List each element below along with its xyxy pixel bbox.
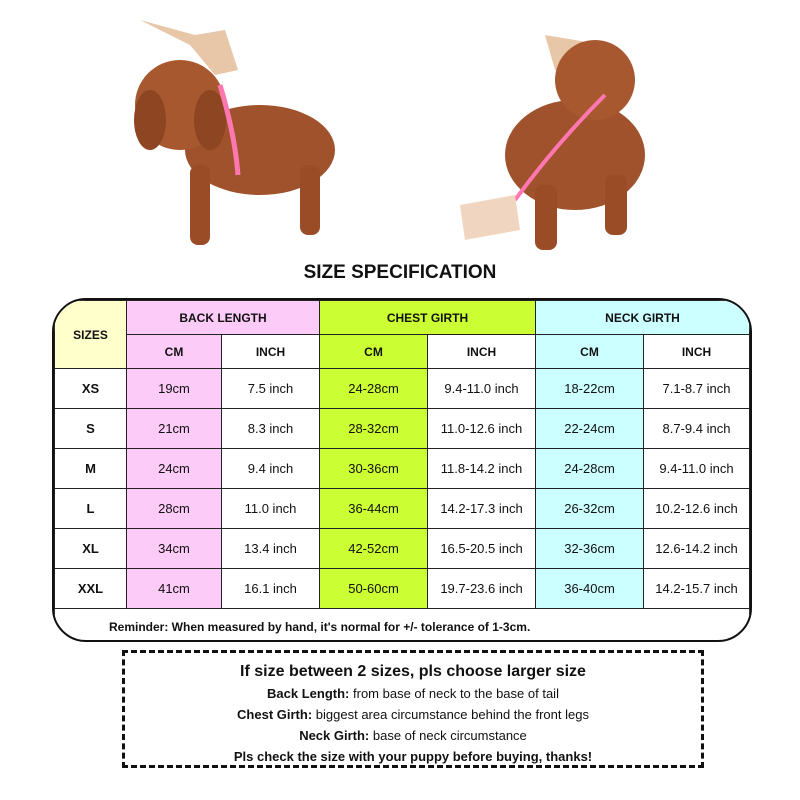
table-cell: 14.2-17.3 inch — [428, 489, 536, 529]
table-cell: 13.4 inch — [222, 529, 320, 569]
table-cell: 7.1-8.7 inch — [644, 369, 750, 409]
table-row — [55, 489, 750, 529]
unit-header: INCH — [644, 335, 750, 369]
table-cell: 24-28cm — [536, 449, 644, 489]
note-heading: If size between 2 sizes, pls choose larger size — [240, 663, 586, 680]
table-cell: 10.2-12.6 inch — [644, 489, 750, 529]
sizing-note-box — [122, 650, 704, 768]
page-title: SIZE SPECIFICATION — [303, 262, 497, 283]
table-cell: 24cm — [127, 449, 222, 489]
table-cell: 11.0 inch — [222, 489, 320, 529]
back-length-header: BACK LENGTH — [127, 301, 320, 335]
note-text: biggest area circumstance behind the front legs — [312, 707, 589, 722]
note-label: Back Length: — [267, 686, 350, 701]
size-label: L — [55, 489, 127, 529]
table-cell: 19.7-23.6 inch — [428, 569, 536, 609]
unit-header: INCH — [222, 335, 320, 369]
table-cell: 11.8-14.2 inch — [428, 449, 536, 489]
sizes-header: SIZES — [55, 301, 127, 369]
reminder-text: Reminder: When measured by hand, it's normal for +/- tolerance of 1-3cm. — [55, 609, 750, 643]
table-cell: 19cm — [127, 369, 222, 409]
table-cell: 8.7-9.4 inch — [644, 409, 750, 449]
table-cell: 24-28cm — [320, 369, 428, 409]
note-footer: Pls check the size with your puppy before buying, thanks! — [233, 749, 593, 764]
table-cell: 28-32cm — [320, 409, 428, 449]
unit-header: CM — [536, 335, 644, 369]
table-cell: 16.5-20.5 inch — [428, 529, 536, 569]
table-cell: 42-52cm — [320, 529, 428, 569]
table-cell: 32-36cm — [536, 529, 644, 569]
table-cell: 9.4-11.0 inch — [644, 449, 750, 489]
table-cell: 26-32cm — [536, 489, 644, 529]
table-cell: 50-60cm — [320, 569, 428, 609]
size-label: XL — [55, 529, 127, 569]
note-text: base of neck circumstance — [369, 728, 527, 743]
note-line-neck-girth — [125, 725, 701, 746]
table-cell: 8.3 inch — [222, 409, 320, 449]
unit-header: INCH — [428, 335, 536, 369]
unit-header: CM — [127, 335, 222, 369]
table-row — [55, 369, 750, 409]
size-table — [52, 298, 752, 642]
table-cell: 12.6-14.2 inch — [644, 529, 750, 569]
note-line-chest-girth — [125, 704, 701, 725]
table-cell: 9.4-11.0 inch — [428, 369, 536, 409]
note-line-back-length — [125, 683, 701, 704]
neck-girth-header: NECK GIRTH — [536, 301, 750, 335]
table-row — [55, 449, 750, 489]
table-cell: 11.0-12.6 inch — [428, 409, 536, 449]
table-cell: 30-36cm — [320, 449, 428, 489]
size-label: XS — [55, 369, 127, 409]
table-row — [55, 409, 750, 449]
table-cell: 36-40cm — [536, 569, 644, 609]
dog-neck-measure-photo — [120, 15, 350, 255]
table-cell: 9.4 inch — [222, 449, 320, 489]
note-label: Neck Girth: — [299, 728, 370, 743]
table-cell: 7.5 inch — [222, 369, 320, 409]
table-cell: 16.1 inch — [222, 569, 320, 609]
table-cell: 22-24cm — [536, 409, 644, 449]
dog-back-measure-photo — [455, 15, 675, 255]
unit-header: CM — [320, 335, 428, 369]
note-label: Chest Girth: — [237, 707, 313, 722]
size-label: S — [55, 409, 127, 449]
size-label: XXL — [55, 569, 127, 609]
table-row — [55, 569, 750, 609]
chest-girth-header: CHEST GIRTH — [320, 301, 536, 335]
table-row — [55, 529, 750, 569]
note-text: from base of neck to the base of tail — [349, 686, 559, 701]
table-cell: 34cm — [127, 529, 222, 569]
table-cell: 14.2-15.7 inch — [644, 569, 750, 609]
table-cell: 41cm — [127, 569, 222, 609]
table-cell: 21cm — [127, 409, 222, 449]
table-cell: 18-22cm — [536, 369, 644, 409]
table-cell: 36-44cm — [320, 489, 428, 529]
size-label: M — [55, 449, 127, 489]
table-cell: 28cm — [127, 489, 222, 529]
